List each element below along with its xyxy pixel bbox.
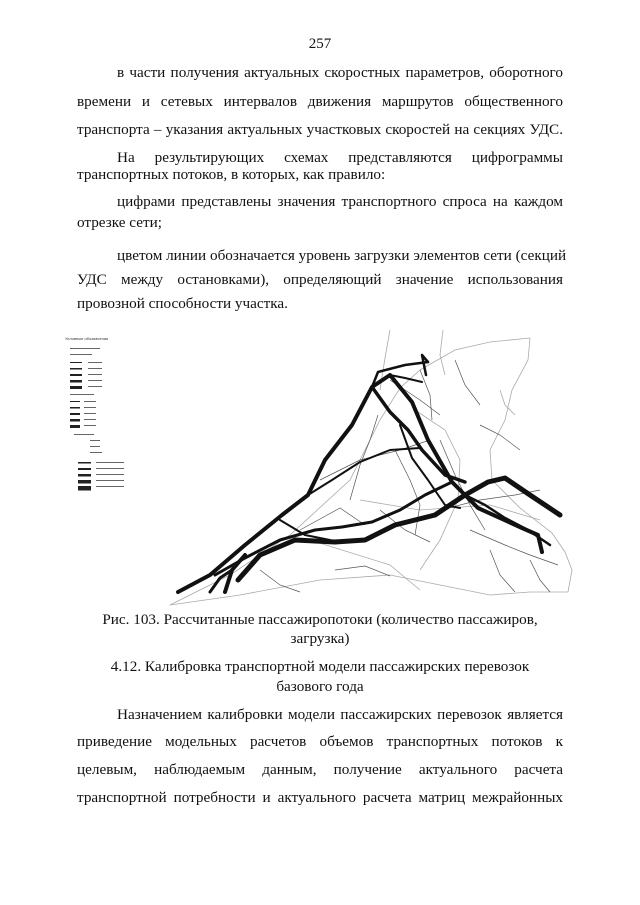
city-outline (170, 330, 572, 605)
transit-routes (178, 355, 560, 592)
paragraph-line: транспорта – указания актуальных участковых скоростей на секциях УДС. (77, 121, 563, 138)
map-legend (65, 336, 124, 491)
list-item-line: цифрами представлены значения транспортного спроса на каждом (117, 193, 563, 210)
list-item-line: провозной способности участка. (77, 295, 288, 312)
list-item-line: отрезке сети; (77, 214, 162, 231)
paragraph-line: Назначением калибровки модели пассажирских перевозок является (117, 706, 563, 723)
section-heading-line-1: 4.12. Калибровка транспортной модели пассажирских перевозок (110, 658, 530, 675)
paragraph-line: времени и сетевых интервалов движения маршрутов общественного (77, 93, 563, 110)
paragraph-line: транспортной потребности и актуального расчета матриц межрайонных (77, 789, 563, 806)
paragraph-line: приведение модельных расчетов объемов транспортных потоков к (77, 733, 563, 750)
page-number: 257 (308, 36, 332, 52)
figure-caption-line-1: Рис. 103. Рассчитанные пассажиропотоки (количество пассажиров, (102, 611, 538, 628)
passenger-flow-map (60, 330, 580, 608)
street-grid (260, 360, 558, 592)
paragraph-line: в части получения актуальных скоростных параметров, оборотного (117, 64, 563, 81)
list-item-line: УДС между остановками), определяющий значение использования (77, 271, 563, 288)
figure-caption-line-2: загрузка) (290, 630, 350, 647)
paragraph-line: транспортных потоков, в которых, как правило: (77, 166, 386, 183)
paragraph-line: На результирующих схемах представляются цифрограммы (117, 149, 563, 166)
section-heading-line-2: базового года (276, 678, 364, 695)
list-item-line: цветом линии обозначается уровень загрузки элементов сети (секций (117, 247, 567, 264)
legend-title: Условные обозначения (65, 336, 109, 341)
paragraph-line: целевым, наблюдаемым данным, получение актуального расчета (77, 761, 563, 778)
